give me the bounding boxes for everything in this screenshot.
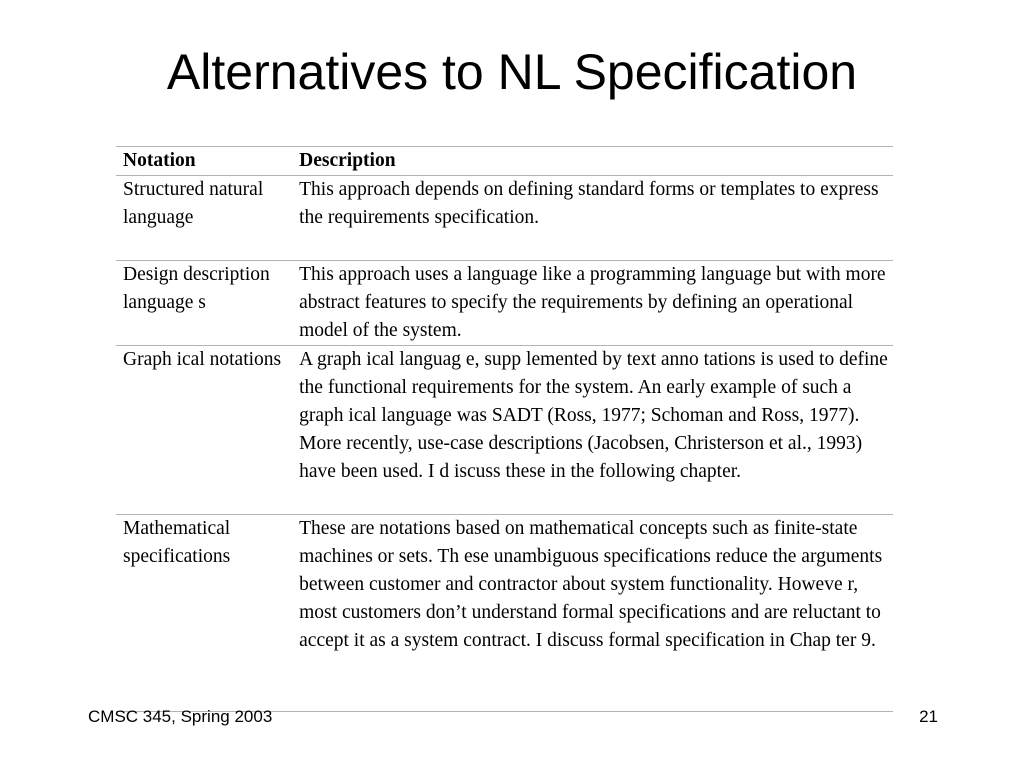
row-notation-design: Design description language s <box>116 261 292 346</box>
table-header-row <box>116 147 893 176</box>
footer-course: CMSC 345, Spring 2003 <box>88 707 273 726</box>
slide-title: Alternatives to NL Specification <box>166 44 858 100</box>
table-row <box>116 261 893 346</box>
header-notation: Notation <box>116 147 292 176</box>
row-notation-mathematical: Mathematical specifications <box>116 515 292 712</box>
table-row <box>116 515 893 712</box>
row-description-graphical: A graph ical languag e, supp lemented by text anno tations is used to define the functional requirements for the system. An early example of such a graph ical language was SADT (Ross, 1977; Schoman and Ross, 1977). More recently, use-case descriptions (Jacobsen, Christerson et al., 1993) have been used. I d iscuss these in the following chapter. <box>292 346 893 515</box>
row-description-mathematical: These are notations based on mathematical concepts such as finite-state machines or sets. Th ese unambiguous specifications reduce the arguments between customer and contractor about system functionality. Howeve r, most customers don’t understand formal specifications and are reluctant to accept it as a system contract. I discuss formal specification in Chap ter 9. <box>292 515 893 712</box>
row-description-design: This approach uses a language like a programming language but with more abstract features to specify the requirements by defining an operational model of the system. <box>292 261 893 346</box>
table-row <box>116 176 893 261</box>
table-row <box>116 346 893 515</box>
notation-table <box>116 146 893 712</box>
footer-page-number: 21 <box>919 707 938 726</box>
row-notation-graphical: Graph ical notations <box>116 346 292 515</box>
header-description: Description <box>292 147 893 176</box>
row-description-structured: This approach depends on defining standard forms or templates to express the requirements specification. <box>292 176 893 261</box>
row-notation-structured: Structured natural language <box>116 176 292 261</box>
